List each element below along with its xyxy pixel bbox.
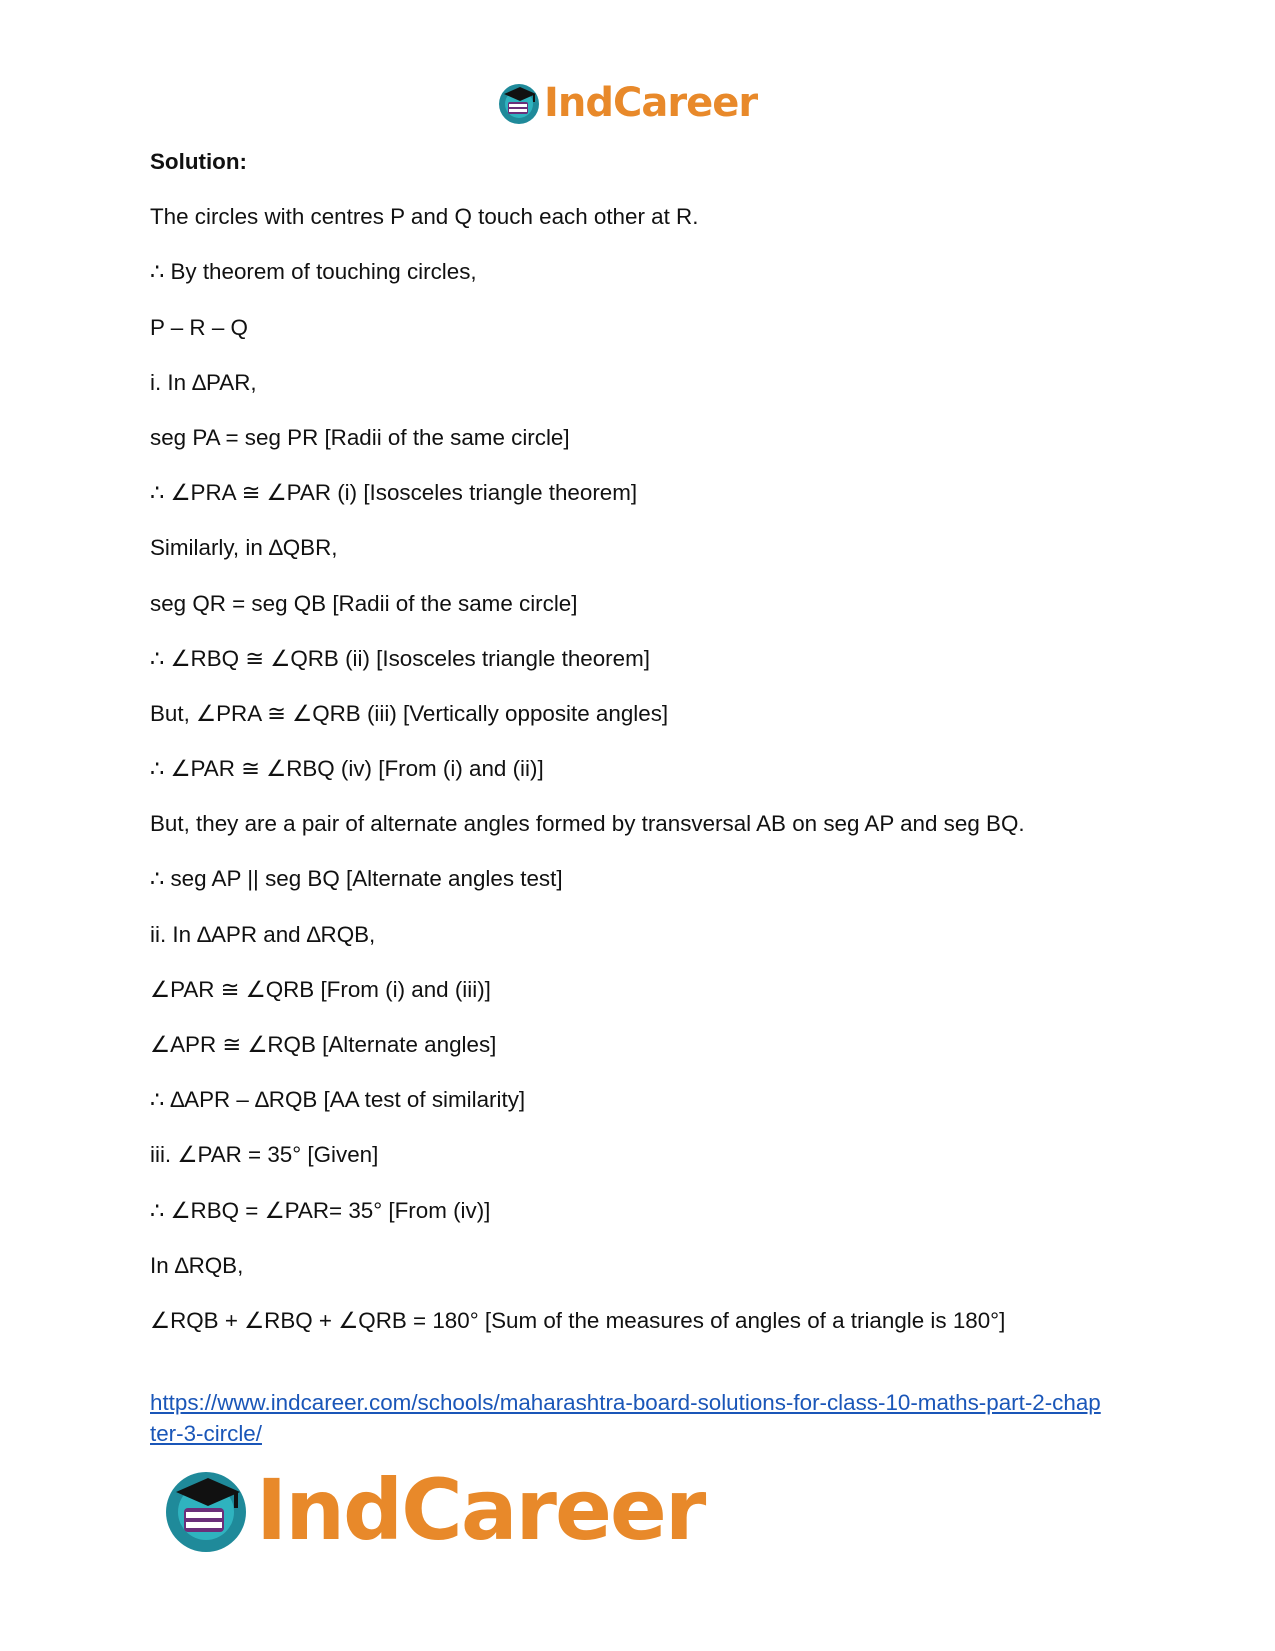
solution-line: ∠PAR ≅ ∠QRB [From (i) and (iii)] <box>150 976 491 1002</box>
solution-line: ∴ ∠RBQ ≅ ∠QRB (ii) [Isosceles triangle theorem] <box>150 645 650 671</box>
solution-heading: Solution: <box>150 149 247 174</box>
logo-wordmark: IndCareer <box>544 80 758 126</box>
graduation-globe-icon <box>160 1464 252 1556</box>
solution-line: ∠APR ≅ ∠RQB [Alternate angles] <box>150 1032 497 1057</box>
solution-line: P – R – Q <box>150 314 248 340</box>
solution-line: In ∆RQB, <box>150 1252 244 1278</box>
graduation-globe-icon <box>496 80 542 126</box>
solution-line: i. In ∆PAR, <box>150 369 257 395</box>
solution-line: ∴ By theorem of touching circles, <box>150 259 477 285</box>
solution-line: ∴ ∠PRA ≅ ∠PAR (i) [Isosceles triangle theorem] <box>150 480 638 506</box>
solution-line: seg QR = seg QB [Radii of the same circle] <box>150 590 578 616</box>
footer-logo <box>160 1462 704 1558</box>
footer-link-block <box>150 1388 1150 1449</box>
solution-line: ii. In ∆APR and ∆RQB, <box>150 921 376 947</box>
solution-body <box>150 147 1150 1361</box>
solution-line: Similarly, in ∆QBR, <box>150 535 338 561</box>
solution-line: ∴ ∠PAR ≅ ∠RBQ (iv) [From (i) and (ii)] <box>150 756 544 782</box>
header-logo <box>496 80 757 126</box>
logo-wordmark: IndCareer <box>256 1461 705 1559</box>
solution-line: But, they are a pair of alternate angles formed by transversal AB on seg AP and seg BQ. <box>150 811 1025 837</box>
solution-line: ∠RQB + ∠RBQ + ∠QRB = 180° [Sum of the measures of angles of a triangle is 180°] <box>150 1307 1006 1333</box>
solution-line: seg PA = seg PR [Radii of the same circle] <box>150 424 570 450</box>
solution-line: ∴ seg AP || seg BQ [Alternate angles test] <box>150 866 563 892</box>
solution-line: ∴ ∆APR – ∆RQB [AA test of similarity] <box>150 1087 526 1113</box>
solution-line: ∴ ∠RBQ = ∠PAR= 35° [From (iv)] <box>150 1197 491 1223</box>
source-url-link[interactable]: https://www.indcareer.com/schools/maharashtra-board-solutions-for-class-10-maths-part-2-chap ter-3-circle/ <box>150 1390 1101 1446</box>
solution-line: But, ∠PRA ≅ ∠QRB (iii) [Vertically opposite angles] <box>150 700 669 726</box>
solution-line: The circles with centres P and Q touch each other at R. <box>150 204 699 230</box>
solution-line: iii. ∠PAR = 35° [Given] <box>150 1142 379 1168</box>
